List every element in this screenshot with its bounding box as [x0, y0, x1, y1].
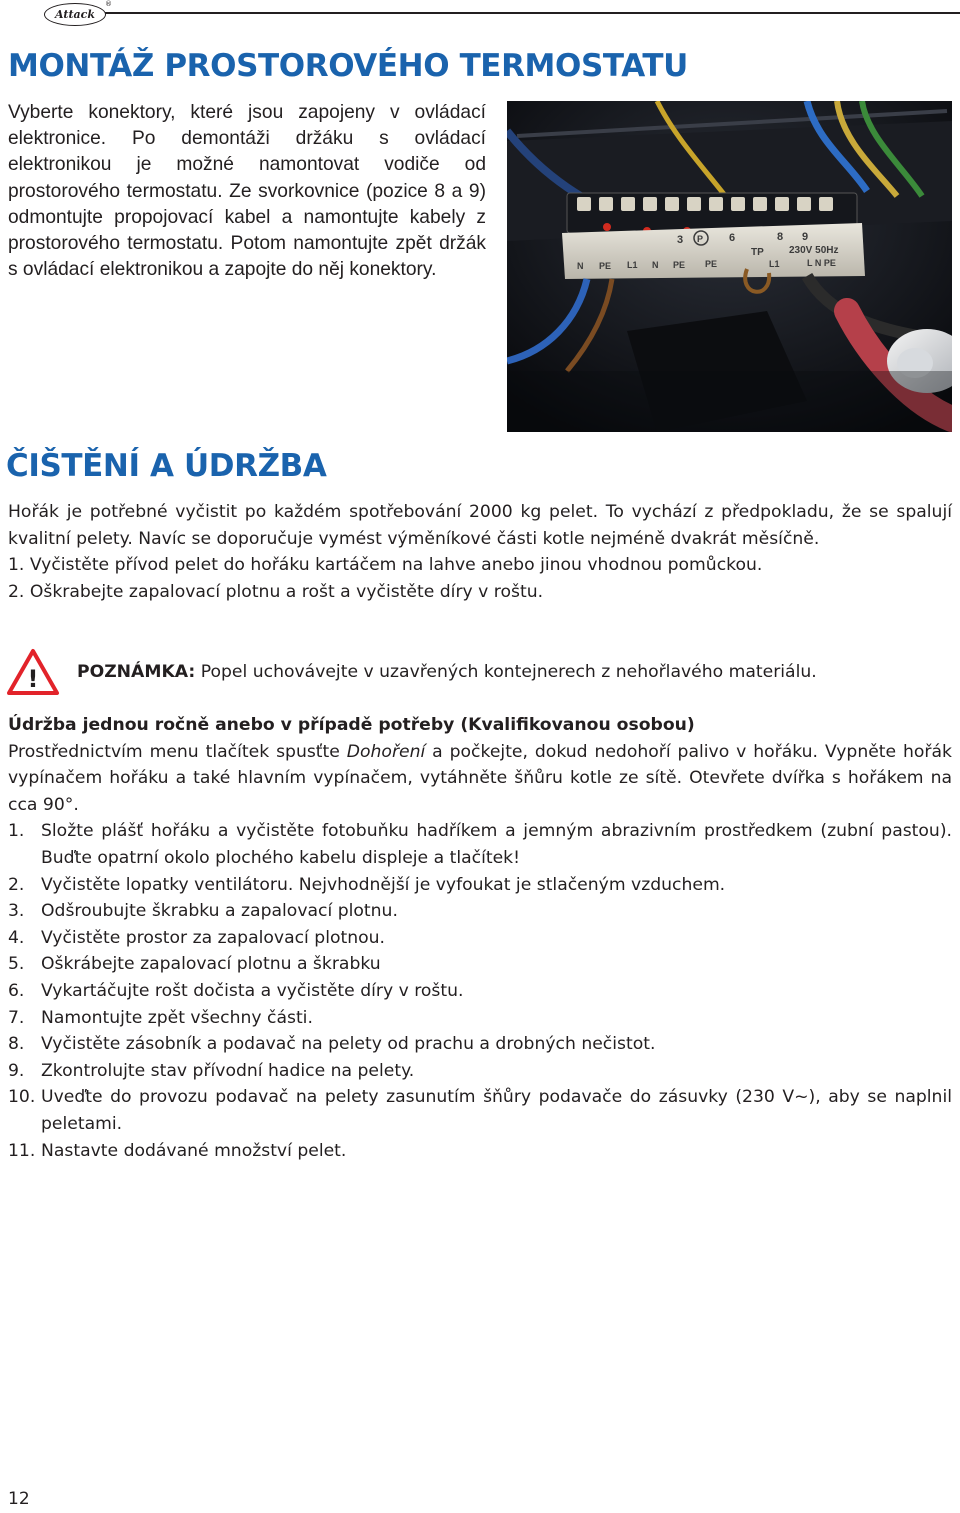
list-item [8, 1058, 952, 1085]
cisteni-body [8, 499, 952, 605]
step-text: Odšroubujte škrabku a zapalovací plotnu. [41, 901, 398, 922]
terminal-block-photo [507, 101, 952, 432]
warning-mark: ! [27, 665, 39, 693]
step-text: Namontujte zpět všechny části. [41, 1007, 313, 1028]
logo-text: Attack [55, 8, 95, 21]
cisteni-para: Hořák je potřebné vyčistit po každém spotřebování 2000 kg pelet. To vychází z předpokladu, že se spalují kvalitní pelety. Navíc se doporučuje vymést výměníkové části kotle nejméně dvakrát měsíčně. [8, 502, 952, 549]
step-number: 8. [8, 1034, 25, 1055]
list-item [8, 818, 952, 871]
cisteni-step-2: 2. Oškrabejte zapalovací plotnu a rošt a vyčistěte díry v roštu. [8, 581, 544, 602]
step-number: 5. [8, 954, 25, 975]
step-text: Složte plášť hořáku a vyčistěte fotobuňku hadříkem a jemným abrazivním prostředkem (zubní pastou). Buďte opatrní okolo plochého kabelu displeje a tlačítek! [41, 821, 952, 868]
header-rule [104, 12, 960, 14]
step-number: 1. [8, 821, 25, 842]
udrzba-subhead: Údržba jednou ročně anebo v případě potřeby (Kvalifikovanou osobou) [8, 715, 695, 735]
cisteni-step-1: 1. Vyčistěte přívod pelet do hořáku kartáčem na lahve anebo jinou vhodnou pomůckou. [8, 555, 763, 576]
photo-label-6: 6 [729, 232, 736, 244]
photo-label-b3: L1 [627, 260, 638, 270]
list-item [8, 1138, 952, 1165]
attack-logo [44, 3, 106, 26]
registered-mark: ® [105, 0, 112, 8]
step-number: 3. [8, 901, 25, 922]
photo-label-b7: L1 [769, 259, 780, 269]
photo-label-3: 3 [677, 234, 684, 246]
udrzba-body [8, 712, 952, 1164]
step-text: Vykartáčujte rošt dočista a vyčistěte díry v roštu. [41, 980, 464, 1001]
udrzba-steps [8, 818, 952, 1164]
step-text: Vyčistěte lopatky ventilátoru. Nejvhodnější je vyfoukat je stlačeným vzduchem. [41, 874, 726, 895]
list-item [8, 872, 952, 899]
photo-label-b8: L N PE [807, 258, 836, 268]
udrzba-intro-b: a počkejte, dokud nedohoří palivo v hořáku. Vypněte hořák vypínačem hořáku a také hlavním vypínačem, vytáhněte šňůru kotle ze sítě. Otevřete dvířka s hořákem na cca 90°. [8, 741, 952, 815]
step-number: 11. [8, 1140, 36, 1161]
step-number: 2. [8, 874, 25, 895]
list-item [8, 1084, 952, 1137]
photo-label-tp: TP [751, 247, 764, 258]
step-number: 10. [8, 1087, 36, 1108]
step-text: Uveďte do provozu podavač na pelety zasunutím šňůry podavače do zásuvky (230 V~), aby se naplnil peletami. [41, 1087, 952, 1134]
photo-label-b5: PE [673, 260, 686, 270]
photo-label-9: 9 [802, 231, 809, 243]
photo-label-b1: N [577, 261, 584, 271]
step-number: 9. [8, 1060, 25, 1081]
udrzba-intro-a: Prostřednictvím menu tlačítek spusťte [8, 741, 347, 762]
step-text: Oškrábejte zapalovací plotnu a škrabku [41, 954, 381, 975]
warning-triangle-icon [6, 648, 60, 696]
list-item [8, 1005, 952, 1032]
warning-text [77, 659, 817, 685]
step-number: 4. [8, 927, 25, 948]
photo-label-b2: PE [599, 261, 612, 271]
step-text: Vyčistěte zásobník a podavač na pelety od prachu a drobných nečistot. [41, 1034, 656, 1055]
photo-label-b6: PE [705, 259, 718, 269]
step-text: Vyčistěte prostor za zapalovací plotnou. [41, 927, 385, 948]
step-number: 7. [8, 1007, 25, 1028]
warning-body: Popel uchovávejte v uzavřených kontejnerech z nehořlavého materiálu. [195, 662, 817, 682]
photo-label-8: 8 [777, 231, 784, 243]
list-item [8, 898, 952, 925]
step-text: Zkontrolujte stav přívodní hadice na pelety. [41, 1060, 415, 1081]
cisteni-title: ČIŠTĚNÍ A ÚDRŽBA [6, 448, 327, 484]
list-item [8, 978, 952, 1005]
warning-label: POZNÁMKA: [77, 662, 196, 682]
photo-label-freq: 230V 50Hz [789, 245, 839, 256]
step-number: 6. [8, 980, 25, 1001]
udrzba-intro [8, 739, 952, 819]
list-item [8, 925, 952, 952]
list-item [8, 951, 952, 978]
photo-label-b4: N [652, 260, 659, 270]
step-text: Nastavte dodávané množství pelet. [41, 1140, 347, 1161]
montaz-text: Vyberte konektory, které jsou zapojeny v ovládací elektronice. Po demontáži držáku s ovládací elektronikou je možné namontovat vodiče od prostorového termostatu. Ze svorkovnice (pozice 8 a 9) odmontujte propojovací kabel a namontujte kabely z prostorového termostatu. Potom namontujte zpět držák s ovládací elektronikou a zapojte do něj konektory. [8, 102, 486, 281]
photo-label-pump: P [697, 234, 704, 244]
warning-note [6, 648, 950, 698]
udrzba-intro-em: Dohoření [346, 741, 426, 762]
list-item [8, 1031, 952, 1058]
page-number: 12 [8, 1489, 30, 1509]
montaz-title: MONTÁŽ PROSTOROVÉHO TERMOSTATU [8, 48, 688, 84]
